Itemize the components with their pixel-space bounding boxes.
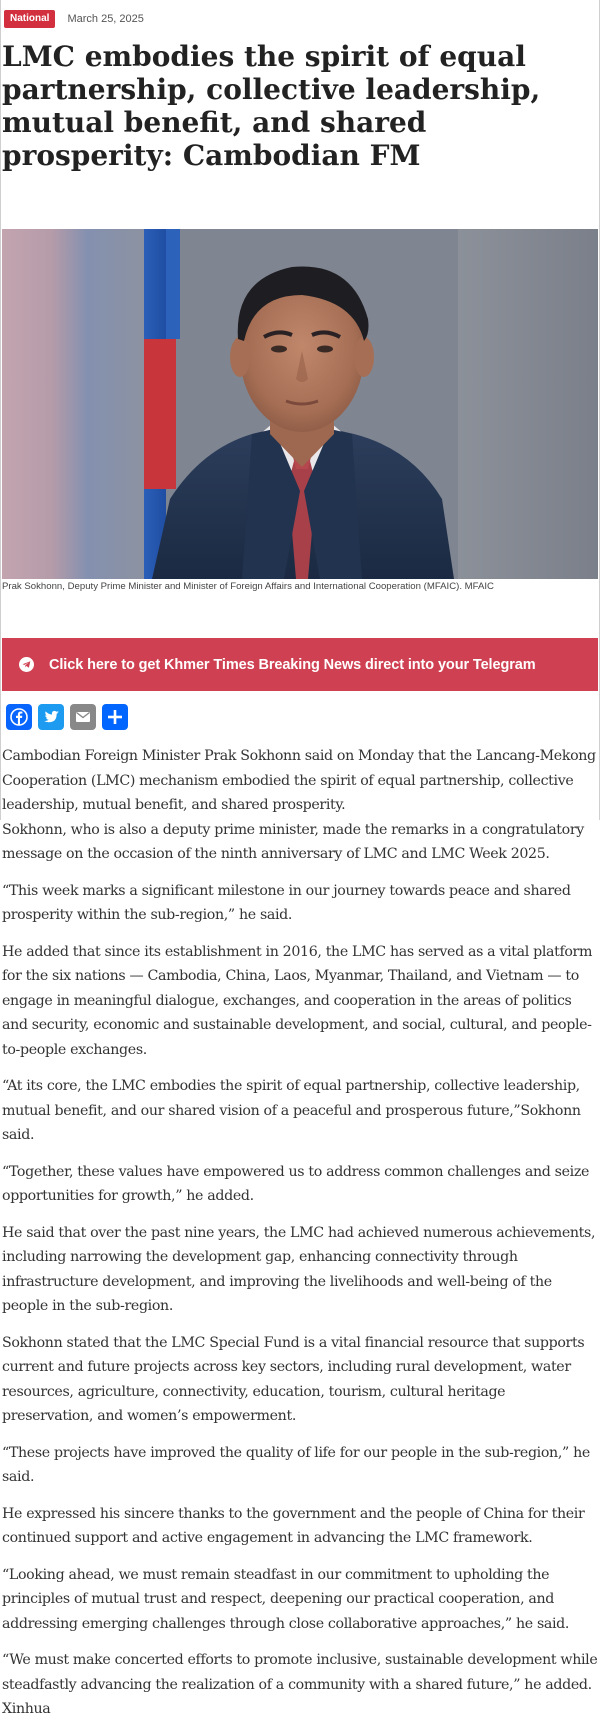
telegram-icon — [19, 657, 34, 672]
article-paragraph: “Together, these values have empowered us to address common challenges and seize opportunities for growth,” he added. — [2, 1163, 589, 1204]
email-share-button[interactable] — [70, 704, 96, 730]
article-paragraph: Sokhonn stated that the LMC Special Fund is a vital financial resource that supports current and future projects across key sectors, including rural development, water resources, agriculture, connectivity, education, tourism, cultural heritage preservation, and women’s empowerment. — [2, 1334, 585, 1424]
email-icon — [73, 707, 93, 727]
article-paragraph: He expressed his sincere thanks to the government and the people of China for their continued support and active engagement in advancing the LMC framework. — [2, 1505, 585, 1546]
article-paragraph: Sokhonn, who is also a deputy prime minister, made the remarks in a congratulatory message on the occasion of the ninth anniversary of LMC and LMC Week 2025. — [2, 821, 584, 862]
article-paragraph: “At its core, the LMC embodies the spirit of equal partnership, collective leadership, mutual benefit, and our shared vision of a peaceful and prosperous future,”Sokhonn said. — [2, 1078, 581, 1143]
more-share-button[interactable] — [102, 704, 128, 730]
plus-icon — [105, 707, 125, 727]
article-source: Xinhua — [2, 1701, 51, 1717]
telegram-banner-label[interactable]: Click here to get Khmer Times Breaking News direct into your Telegram — [49, 656, 536, 673]
article-photo — [2, 229, 598, 579]
twitter-share-button[interactable] — [38, 704, 64, 730]
article-paragraph: He added that since its establishment in 2016, the LMC has served as a vital platform for the six nations — Cambodia, China, Laos, Myanmar, Thailand, and Vietnam — to engage in meaningful dialogue, exchanges, and cooperation in the areas of politics and security, economic and sustainable development, and social, cultural, and people-to-people exchanges. — [2, 943, 593, 1058]
share-buttons — [6, 704, 128, 730]
article-body — [2, 744, 600, 1722]
portrait-image — [2, 229, 598, 579]
category-badge[interactable]: National — [4, 10, 55, 28]
article-paragraph: He said that over the past nine years, the LMC had achieved numerous achievements, including narrowing the development gap, enhancing connectivity through infrastructure development, and improving the livelihoods and well-being of the people in the sub-region. — [2, 1224, 596, 1314]
article-headline: LMC embodies the spirit of equal partnership, collective leadership, mutual benefit, and shared prosperity: Cambodian FM — [2, 40, 541, 172]
twitter-icon — [41, 707, 61, 727]
facebook-share-button[interactable] — [6, 704, 32, 730]
article-paragraph: “Looking ahead, we must remain steadfast in our commitment to upholding the principles of mutual trust and respect, deepening our practical cooperation, and addressing emerging challenges through close collaborative approaches,” he said. — [2, 1566, 570, 1632]
image-caption: Prak Sokhonn, Deputy Prime Minister and Minister of Foreign Affairs and International Cooperation (MFAIC). MFAIC — [2, 581, 494, 592]
article-paragraph: “This week marks a significant milestone in our journey towards peace and shared prosperity within the sub-region,” he said. — [2, 882, 571, 923]
telegram-banner[interactable] — [2, 638, 598, 691]
publish-date: March 25, 2025 — [67, 13, 144, 25]
facebook-icon — [9, 707, 29, 727]
article-paragraph: Cambodian Foreign Minister Prak Sokhonn said on Monday that the Lancang-Mekong Cooperation (LMC) mechanism embodied the spirit of equal partnership, collective leadership, mutual benefit, and shared prosperity. — [2, 748, 596, 813]
article-meta — [4, 10, 144, 28]
article-paragraph: “These projects have improved the quality of life for our people in the sub-region,” he said. — [2, 1444, 590, 1485]
frame-line-left — [0, 0, 1, 820]
article-paragraph: “We must make concerted efforts to promote inclusive, sustainable development while steadfastly advancing the realization of a community with a shared future,” he added. — [2, 1652, 598, 1693]
